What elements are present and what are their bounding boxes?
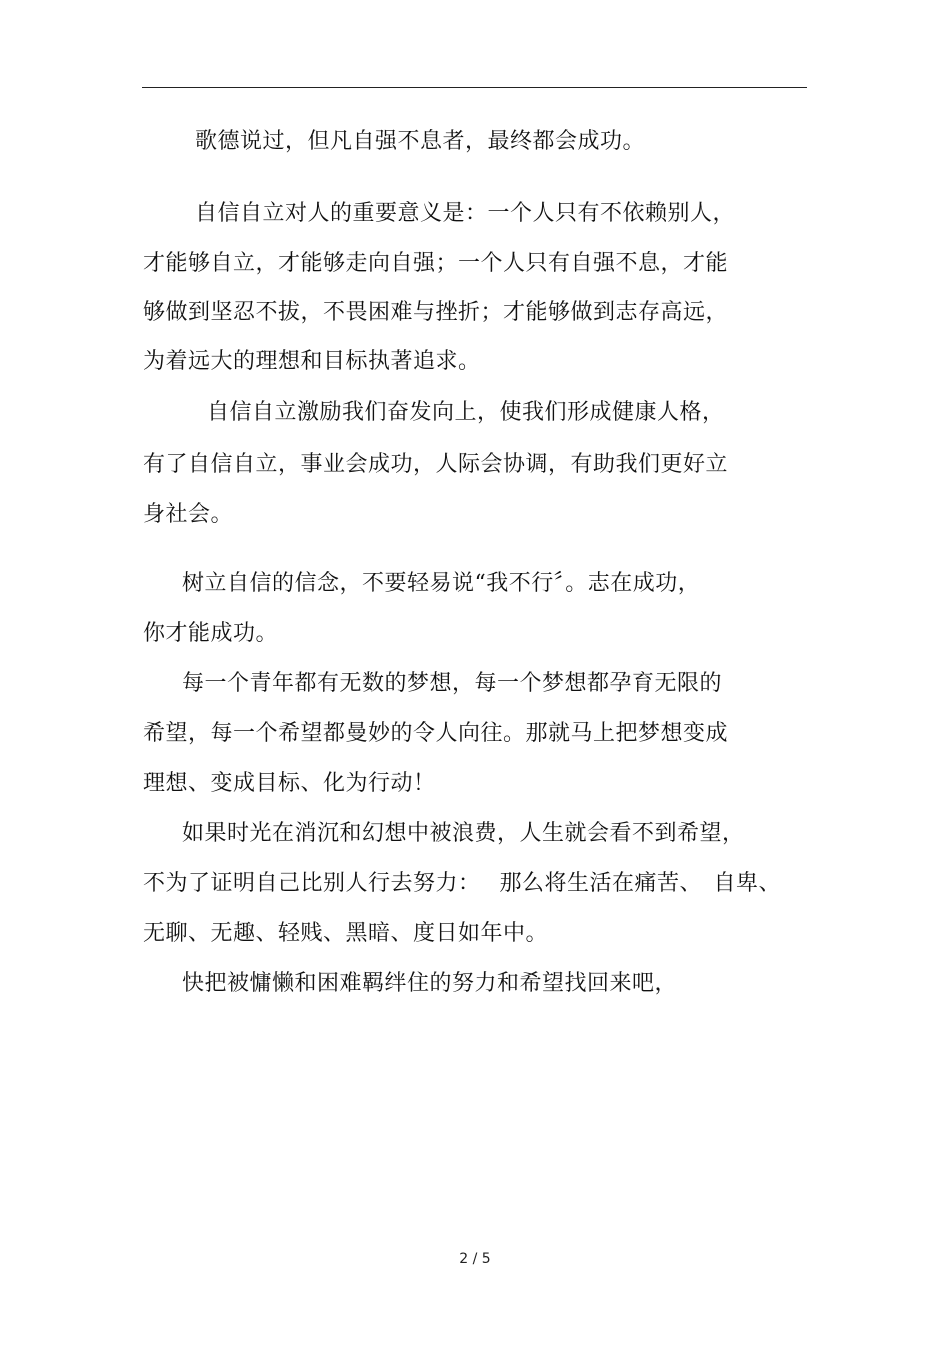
text-line: 不为了证明自己比别人行去努力： 那么将生活在痛苦、 自卑、	[143, 871, 781, 896]
text-line: 自信自立激励我们奋发向上，使我们形成健康人格，	[207, 400, 725, 425]
text-line: 无聊、无趣、轻贱、黑暗、度日如年中。	[143, 921, 549, 946]
text-line: 有了自信自立，事业会成功，人际会协调，有助我们更好立	[143, 452, 729, 477]
text-line: 每一个青年都有无数的梦想，每一个梦想都孕育无限的	[182, 671, 723, 696]
header-rule	[142, 87, 807, 88]
text-line: 身社会。	[143, 502, 234, 527]
text-line: 你才能成功。	[143, 621, 279, 646]
text-line: 自信自立对人的重要意义是：一个人只有不依赖别人，	[195, 201, 736, 226]
text-line: 歌德说过，但凡自强不息者，最终都会成功。	[195, 129, 646, 154]
text-line: 快把被慵懒和困难羁绊住的努力和希望找回来吧，	[182, 971, 678, 996]
text-line: 为着远大的理想和目标执著追求。	[143, 349, 481, 374]
text-line: 够做到坚忍不拔，不畏困难与挫折；才能够做到志存高远，	[143, 300, 729, 325]
text-line: 理想、变成目标、化为行动！	[143, 771, 436, 796]
text-line: 希望，每一个希望都曼妙的令人向往。那就马上把梦想变成	[143, 721, 729, 746]
text-line: 如果时光在消沉和幻想中被浪费，人生就会看不到希望，	[182, 821, 745, 846]
text-line: 树立自信的信念，不要轻易说“我不行〞。志在成功，	[182, 571, 701, 596]
text-line: 才能够自立，才能够走向自强；一个人只有自强不息，才能	[143, 251, 729, 276]
page-number: 2 / 5	[459, 1251, 491, 1267]
